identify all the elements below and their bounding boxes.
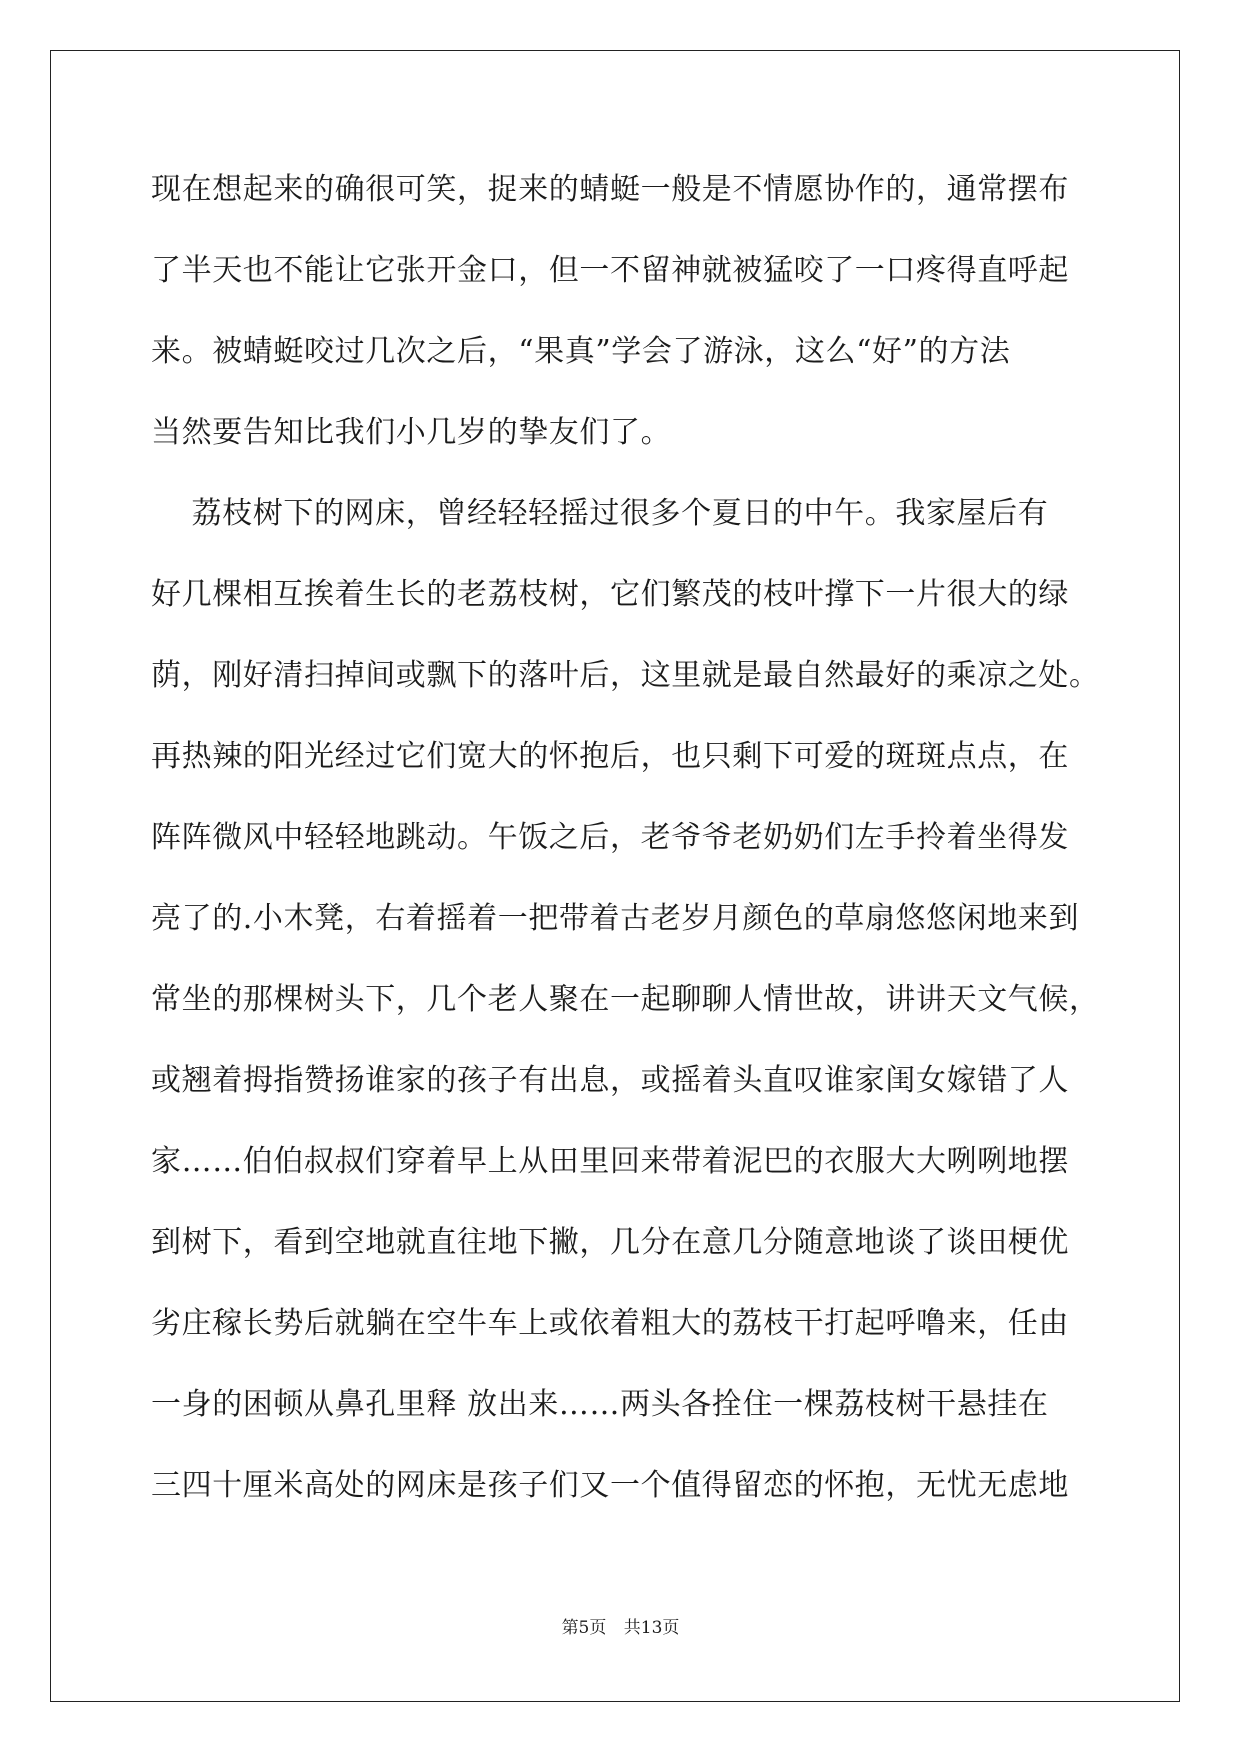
text-line: 家……伯伯叔叔们穿着早上从田里回来带着泥巴的衣服大大咧咧地摆 bbox=[151, 1144, 1069, 1179]
text-line: 荔枝树下的网床，曾经轻轻摇过很多个夏日的中午。我家屋后有 bbox=[151, 496, 1049, 531]
text-line: 了半天也不能让它张开金口，但一不留神就被猛咬了一口疼得直呼起 bbox=[151, 253, 1069, 288]
text-line: 现在想起来的确很可笑，捉来的蜻蜓一般是不情愿协作的，通常摆布 bbox=[151, 172, 1069, 207]
text-line: 三四十厘米高处的网床是孩子们又一个值得留恋的怀抱，无忧无虑地 bbox=[151, 1468, 1069, 1503]
body-text bbox=[151, 164, 1100, 1541]
text-line: 荫，刚好清扫掉间或飘下的落叶后，这里就是最自然最好的乘凉之处。 bbox=[151, 658, 1100, 693]
text-line: 常坐的那棵树头下，几个老人聚在一起聊聊人情世故，讲讲天文气候， bbox=[151, 982, 1100, 1017]
text-line: 劣庄稼长势后就躺在空牛车上或依着粗大的荔枝干打起呼噜来，任由 bbox=[151, 1306, 1069, 1341]
page-total: 共13页 bbox=[623, 1618, 680, 1638]
page-number: 第5页 bbox=[561, 1618, 607, 1638]
text-line: 好几棵相互挨着生长的老荔枝树，它们繁茂的枝叶撑下一片很大的绿 bbox=[151, 577, 1069, 612]
text-line: 到树下，看到空地就直往地下撇，几分在意几分随意地谈了谈田梗优 bbox=[151, 1225, 1069, 1260]
text-line: 再热辣的阳光经过它们宽大的怀抱后，也只剩下可爱的斑斑点点，在 bbox=[151, 739, 1069, 774]
text-line: 一身的困顿从鼻孔里释 放出来……两头各拴住一棵荔枝树干悬挂在 bbox=[151, 1387, 1049, 1422]
text-line: 阵阵微风中轻轻地跳动。午饭之后，老爷爷老奶奶们左手拎着坐得发 bbox=[151, 820, 1069, 855]
text-line: 来。被蜻蜓咬过几次之后，“果真”学会了游泳，这么“好”的方法 bbox=[151, 334, 1011, 369]
text-line: 亮了的.小木凳，右着摇着一把带着古老岁月颜色的草扇悠悠闲地来到 bbox=[151, 901, 1080, 936]
text-line: 或翘着拇指赞扬谁家的孩子有出息，或摇着头直叹谁家闺女嫁错了人 bbox=[151, 1063, 1069, 1098]
page-footer bbox=[0, 1613, 1241, 1638]
text-line: 当然要告知比我们小几岁的挚友们了。 bbox=[151, 415, 672, 450]
